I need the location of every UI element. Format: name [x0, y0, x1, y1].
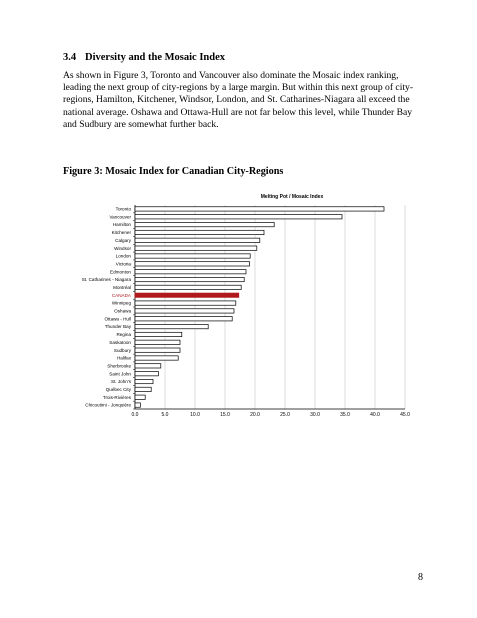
category-label: Oshawa [114, 308, 131, 314]
bar [135, 238, 260, 242]
bar [135, 230, 264, 234]
category-label: Hamilton [112, 222, 131, 228]
x-tick-label: 35.0 [340, 412, 350, 418]
category-label: Toronto [115, 206, 131, 212]
section-number: 3.4 [63, 52, 77, 63]
category-label: Vancouver [109, 214, 131, 220]
figure-caption: Figure 3: Mosaic Index for Canadian City-Regions [63, 166, 284, 177]
bar [135, 246, 257, 250]
category-label: Saint John [109, 371, 131, 377]
bar [135, 254, 250, 258]
bar [135, 403, 140, 407]
bar [135, 324, 208, 328]
category-label: Sudbury [113, 347, 131, 353]
category-label: Victoria [115, 261, 131, 267]
bar [135, 340, 180, 344]
bar [135, 207, 384, 211]
bar [135, 379, 153, 383]
bar [135, 285, 241, 289]
bar [135, 262, 250, 266]
bar [135, 332, 182, 336]
bar [135, 270, 246, 274]
category-label: Regina [116, 332, 131, 338]
x-tick-label: 45.0 [400, 412, 410, 418]
category-label: Ottawa - Hull [104, 316, 131, 322]
bar [135, 364, 161, 368]
bar [135, 356, 178, 360]
category-label: Thunder Bay [104, 324, 131, 330]
category-label: Saskatoon [109, 339, 131, 345]
category-label: Edmonton [110, 269, 131, 275]
category-label: Kitchener [111, 230, 131, 236]
category-label: Chicoutimi - Jonquière [85, 402, 131, 408]
category-label: Montréal [113, 284, 131, 290]
x-tick-label: 0.0 [131, 412, 139, 418]
bar [135, 215, 342, 219]
category-label: London [115, 253, 131, 259]
bar [135, 348, 180, 352]
x-tick-label: 30.0 [310, 412, 320, 418]
category-label: Halifax [116, 355, 131, 361]
bar [135, 277, 244, 281]
bar [135, 293, 239, 297]
bar [135, 387, 151, 391]
x-tick-label: 25.0 [280, 412, 290, 418]
bar [135, 395, 145, 399]
chart-title: Melting Pot / Mosaic Index [260, 194, 324, 200]
bar [135, 222, 274, 226]
category-label: Windsor [114, 245, 131, 251]
page-number: 8 [418, 572, 423, 583]
category-label: Trois-Rivières [102, 394, 131, 400]
x-tick-label: 20.0 [250, 412, 260, 418]
category-label: Winnipeg [111, 300, 131, 306]
bar [135, 309, 234, 313]
category-label: St. Catharines - Niagara [81, 277, 131, 283]
category-label: CANADA [111, 292, 131, 298]
x-tick-label: 15.0 [220, 412, 230, 418]
bar [135, 317, 232, 321]
body-paragraph: As shown in Figure 3, Toronto and Vancouver also dominate the Mosaic index ranking, leading the next group of city-regions by a large margin. But within this next group of city-regions, Hamilton, Kitchener, Windsor, London, and St. Catharines-Niagara all exceed the national average. Oshawa and Ottawa-Hull are not far below this level, while Thunder Bay and Sudbury are somewhat further back. [63, 70, 414, 130]
x-tick-label: 10.0 [190, 412, 200, 418]
section-title: Diversity and the Mosaic Index [85, 52, 225, 63]
category-label: St. John's [110, 379, 131, 385]
bar [135, 301, 236, 305]
x-tick-label: 5.0 [161, 412, 169, 418]
category-label: Québec City [105, 386, 131, 392]
category-label: Sherbrooke [107, 363, 131, 369]
x-tick-label: 40.0 [370, 412, 380, 418]
bar [135, 372, 158, 376]
category-label: Calgary [115, 237, 131, 243]
